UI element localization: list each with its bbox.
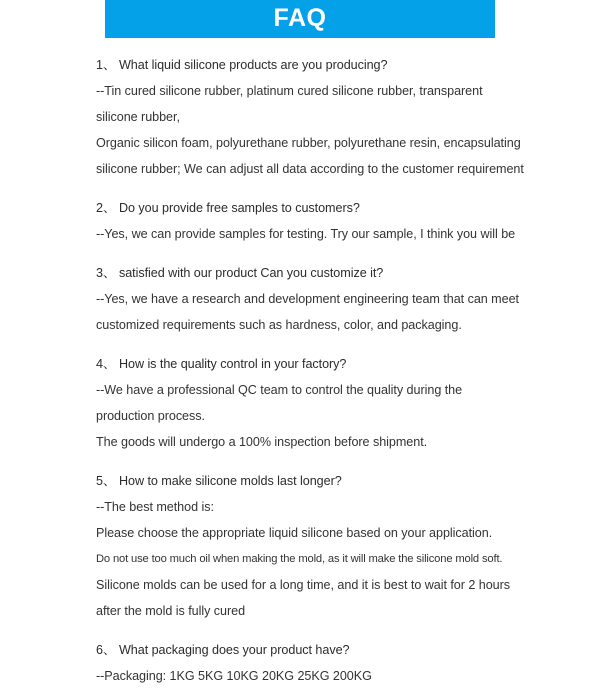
faq-item-3 [96,260,519,338]
faq-answer-line: silicone rubber, [96,110,180,124]
faq-answer-line: --Tin cured silicone rubber, platinum cured silicone rubber, transparent [96,84,483,98]
faq-question: 3、 satisfied with our product Can you customize it? [96,266,384,280]
faq-answer-line: customized requirements such as hardness, color, and packaging. [96,318,462,332]
faq-answer-line: after the mold is fully cured [96,604,246,618]
faq-question: 1、 What liquid silicone products are you producing? [96,58,388,72]
faq-answer-line: production process. [96,409,205,423]
faq-answer-line: silicone rubber; We can adjust all data according to the customer requirement [96,162,524,176]
faq-question: 6、 What packaging does your product have? [96,643,350,657]
faq-question: 5、 How to make silicone molds last longer? [96,474,342,488]
faq-answer-line: --Yes, we have a research and development engineering team that can meet [96,292,519,306]
faq-answer-line: --Packaging: 1KG 5KG 10KG 20KG 25KG 200KG [96,669,372,683]
faq-item-4 [96,351,496,455]
faq-item-2 [96,195,516,247]
faq-answer-line: Organic silicon foam, polyurethane rubber, polyurethane resin, encapsulating [96,136,521,150]
faq-header-bar [105,0,495,38]
faq-question: 2、 Do you provide free samples to customers? [96,201,360,215]
faq-answer-line: --The best method is: [96,500,214,514]
page-title: FAQ [273,4,327,32]
faq-item-1 [96,52,524,182]
faq-content [96,52,524,689]
faq-answer-line: The goods will undergo a 100% inspection before shipment. [96,435,428,449]
faq-answer-line: --Yes, we can provide samples for testing. Try our sample, I think you will be [96,227,516,241]
faq-item-6 [96,637,496,689]
faq-answer-line: Do not use too much oil when making the mold, as it will make the silicone mold soft. [96,553,503,565]
faq-answer-line: --We have a professional QC team to control the quality during the [96,383,463,397]
faq-answer-line: Silicone molds can be used for a long time, and it is best to wait for 2 hours [96,578,511,592]
faq-answer-line: Please choose the appropriate liquid silicone based on your application. [96,526,493,540]
faq-item-5 [96,468,511,624]
faq-question: 4、 How is the quality control in your factory? [96,357,347,371]
